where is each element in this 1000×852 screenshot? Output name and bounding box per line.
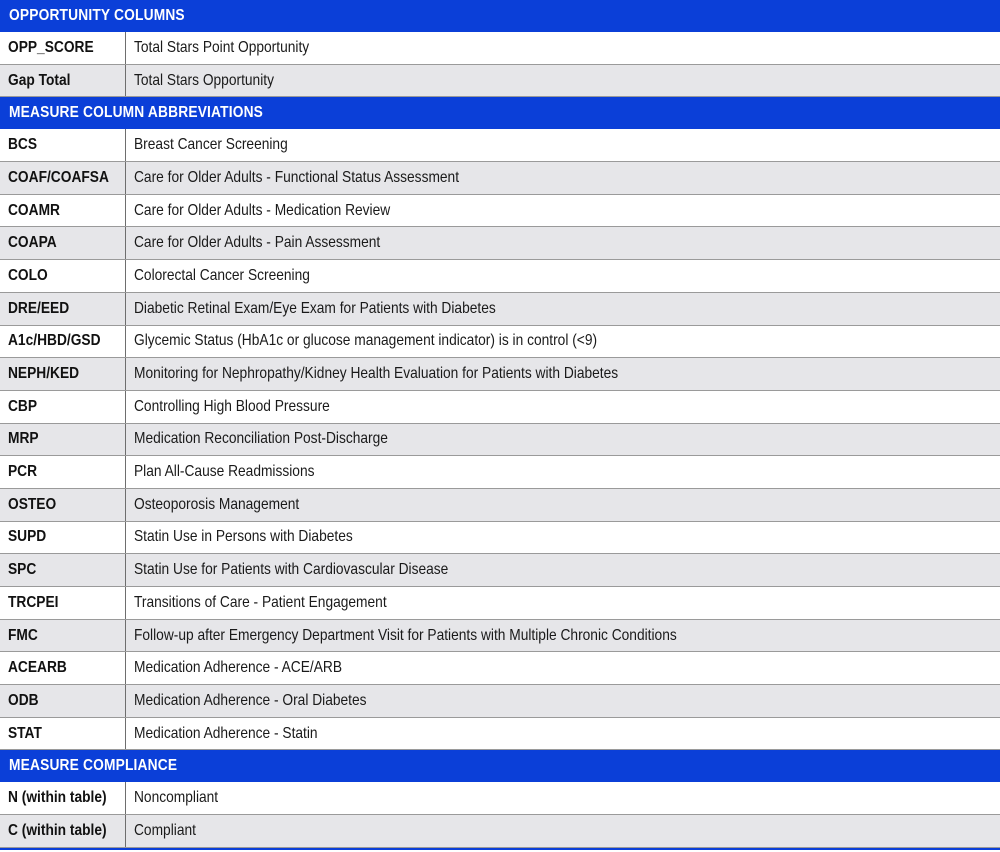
section-header xyxy=(0,97,1000,129)
description-cell xyxy=(126,489,1000,521)
table-row xyxy=(0,326,1000,359)
abbreviation-cell xyxy=(0,227,126,259)
description-text: Statin Use for Patients with Cardiovascular Disease xyxy=(134,561,449,579)
abbreviation-cell xyxy=(0,293,126,325)
abbreviation-text: N (within table) xyxy=(8,789,107,807)
description-cell xyxy=(126,815,1000,847)
abbreviation-cell xyxy=(0,554,126,586)
description-text: Noncompliant xyxy=(134,789,219,807)
table-row xyxy=(0,620,1000,653)
abbreviation-cell xyxy=(0,718,126,750)
table-row xyxy=(0,587,1000,620)
section-header xyxy=(0,750,1000,782)
abbreviation-cell xyxy=(0,652,126,684)
abbreviation-cell xyxy=(0,522,126,554)
table-row xyxy=(0,522,1000,555)
table-row xyxy=(0,554,1000,587)
description-text: Breast Cancer Screening xyxy=(134,136,288,154)
description-cell xyxy=(126,65,1000,97)
description-cell xyxy=(126,195,1000,227)
abbreviation-cell xyxy=(0,129,126,161)
abbreviation-text: OPP_SCORE xyxy=(8,38,94,56)
description-text: Monitoring for Nephropathy/Kidney Health Evaluation for Patients with Diabetes xyxy=(134,365,619,383)
description-cell xyxy=(126,326,1000,358)
abbreviation-text: CBP xyxy=(8,397,38,415)
abbreviation-text: A1c/HBD/GSD xyxy=(8,332,101,350)
description-cell xyxy=(126,162,1000,194)
table-row xyxy=(0,815,1000,848)
description-text: Total Stars Point Opportunity xyxy=(134,38,310,56)
description-text: Medication Reconciliation Post-Discharge xyxy=(134,430,388,448)
description-cell xyxy=(126,522,1000,554)
abbreviation-cell xyxy=(0,456,126,488)
description-cell xyxy=(126,293,1000,325)
abbreviation-cell xyxy=(0,260,126,292)
table-row xyxy=(0,424,1000,457)
abbreviation-cell xyxy=(0,358,126,390)
abbreviation-text: ACEARB xyxy=(8,659,67,677)
description-cell xyxy=(126,620,1000,652)
abbreviation-cell xyxy=(0,620,126,652)
abbreviation-text: C (within table) xyxy=(8,821,107,839)
description-cell xyxy=(126,227,1000,259)
table-row xyxy=(0,195,1000,228)
table-row xyxy=(0,129,1000,162)
description-text: Care for Older Adults - Functional Status Assessment xyxy=(134,168,460,186)
abbreviation-text: TRCPEI xyxy=(8,593,59,611)
abbreviation-text: COAMR xyxy=(8,201,60,219)
abbreviation-text: NEPH/KED xyxy=(8,365,80,383)
description-cell xyxy=(126,554,1000,586)
abbreviation-text: ODB xyxy=(8,691,39,709)
description-cell xyxy=(126,129,1000,161)
table-row xyxy=(0,391,1000,424)
table-row xyxy=(0,489,1000,522)
legend-section xyxy=(0,0,1000,97)
abbreviation-cell xyxy=(0,32,126,64)
section-title: OPPORTUNITY COLUMNS xyxy=(9,7,185,24)
description-text: Compliant xyxy=(134,821,196,839)
description-cell xyxy=(126,424,1000,456)
description-cell xyxy=(126,260,1000,292)
description-cell xyxy=(126,391,1000,423)
abbreviation-text: PCR xyxy=(8,463,38,481)
description-cell xyxy=(126,782,1000,814)
description-text: Osteoporosis Management xyxy=(134,495,300,513)
description-text: Total Stars Opportunity xyxy=(134,71,274,89)
abbreviation-cell xyxy=(0,326,126,358)
description-text: Care for Older Adults - Pain Assessment xyxy=(134,234,381,252)
section-title: MEASURE COMPLIANCE xyxy=(9,757,178,775)
table-row xyxy=(0,456,1000,489)
description-text: Colorectal Cancer Screening xyxy=(134,266,310,284)
abbreviation-text: DRE/EED xyxy=(8,299,70,317)
abbreviation-text: SUPD xyxy=(8,528,47,546)
table-row xyxy=(0,293,1000,326)
section-header xyxy=(0,0,1000,32)
description-text: Care for Older Adults - Medication Review xyxy=(134,201,391,219)
section-title: MEASURE COLUMN ABBREVIATIONS xyxy=(9,104,264,122)
description-text: Plan All-Cause Readmissions xyxy=(134,463,315,481)
table-row xyxy=(0,782,1000,815)
description-cell xyxy=(126,718,1000,750)
table-row xyxy=(0,32,1000,65)
description-text: Diabetic Retinal Exam/Eye Exam for Patients with Diabetes xyxy=(134,299,496,317)
abbreviation-cell xyxy=(0,65,126,97)
abbreviation-text: MRP xyxy=(8,430,39,448)
abbreviation-text: SPC xyxy=(8,561,37,579)
description-text: Glycemic Status (HbA1c or glucose management indicator) is in control (<9) xyxy=(134,332,598,350)
table-row xyxy=(0,358,1000,391)
abbreviation-text: OSTEO xyxy=(8,495,57,513)
table-row xyxy=(0,685,1000,718)
abbreviation-cell xyxy=(0,587,126,619)
abbreviation-text: BCS xyxy=(8,136,38,154)
legend-section xyxy=(0,97,1000,750)
abbreviation-cell xyxy=(0,195,126,227)
description-text: Medication Adherence - ACE/ARB xyxy=(134,659,343,677)
abbreviation-text: COAPA xyxy=(8,234,57,252)
description-text: Statin Use in Persons with Diabetes xyxy=(134,528,353,546)
description-cell xyxy=(126,456,1000,488)
description-text: Controlling High Blood Pressure xyxy=(134,397,330,415)
description-text: Transitions of Care - Patient Engagement xyxy=(134,593,387,611)
abbreviation-cell xyxy=(0,815,126,847)
abbreviation-cell xyxy=(0,162,126,194)
abbreviation-text: Gap Total xyxy=(8,71,71,89)
description-cell xyxy=(126,32,1000,64)
description-cell xyxy=(126,685,1000,717)
abbreviation-text: STAT xyxy=(8,724,42,742)
abbreviation-cell xyxy=(0,489,126,521)
abbreviation-cell xyxy=(0,391,126,423)
description-text: Follow-up after Emergency Department Visit for Patients with Multiple Chronic Conditions xyxy=(134,626,677,644)
abbreviation-cell xyxy=(0,782,126,814)
abbreviation-text: COLO xyxy=(8,266,48,284)
table-row xyxy=(0,227,1000,260)
table-row xyxy=(0,260,1000,293)
table-row xyxy=(0,652,1000,685)
table-row xyxy=(0,65,1000,98)
legend-section xyxy=(0,750,1000,847)
description-text: Medication Adherence - Statin xyxy=(134,724,318,742)
abbreviation-text: COAF/COAFSA xyxy=(8,168,109,186)
abbreviation-cell xyxy=(0,685,126,717)
description-cell xyxy=(126,652,1000,684)
description-cell xyxy=(126,358,1000,390)
abbreviation-cell xyxy=(0,424,126,456)
table-row xyxy=(0,162,1000,195)
abbreviation-text: FMC xyxy=(8,626,38,644)
description-cell xyxy=(126,587,1000,619)
description-text: Medication Adherence - Oral Diabetes xyxy=(134,691,367,709)
table-row xyxy=(0,718,1000,751)
